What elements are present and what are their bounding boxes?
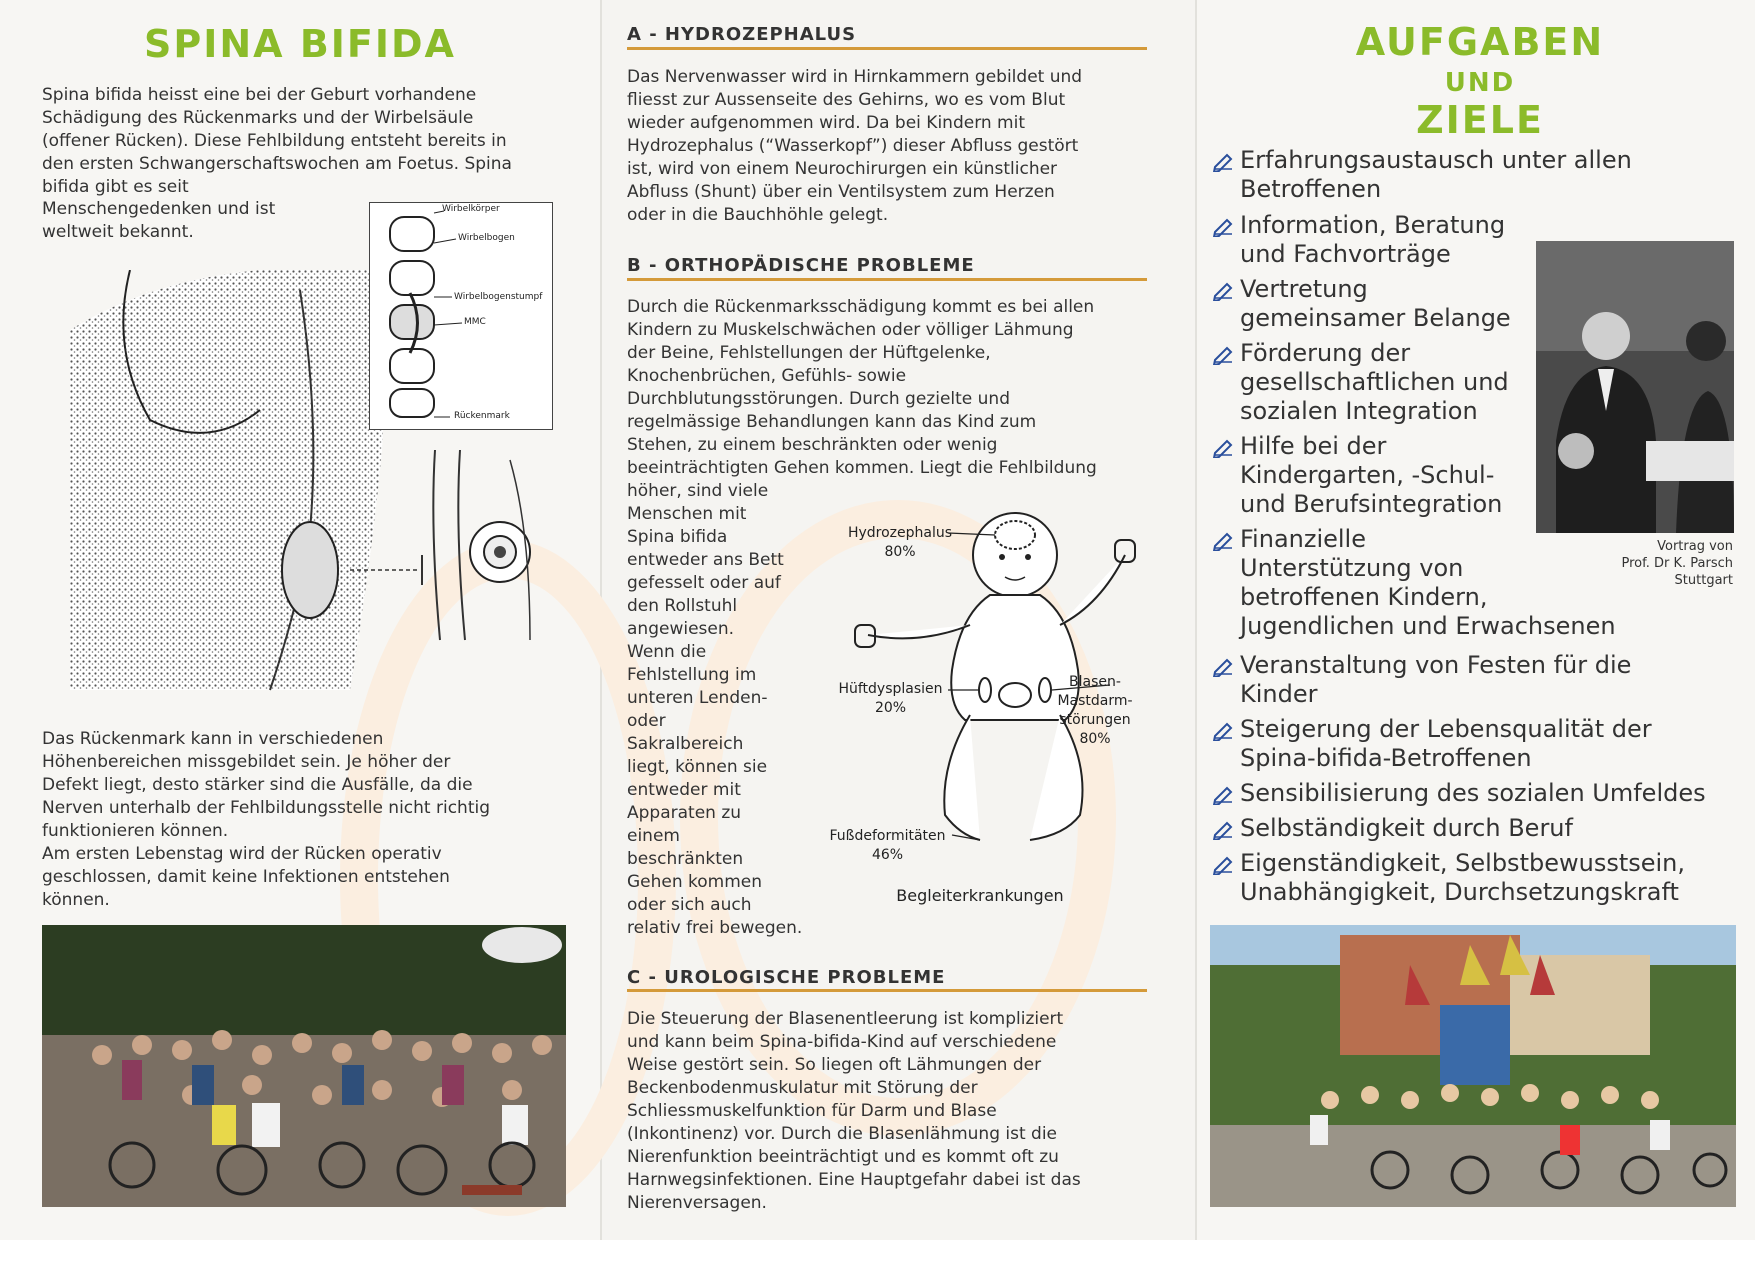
section-rule (627, 989, 1147, 992)
section-title-ziele: ZIELE (1416, 98, 1544, 142)
spinal-cord-paragraph: Das Rückenmark kann in verschiedenen Höhenbereichen missgebildet sein. Je höher der Defekt liegt, desto stärker sind die Ausfälle, da die Nerven unterhalb der Fehlbildungsstelle nicht richtig funktionieren können. Am ersten Lebenstag wird der Rücken operativ geschlossen, damit keine Infektionen entstehen können. (42, 729, 491, 910)
pencil-icon (1212, 719, 1234, 741)
pencil-icon (1212, 215, 1234, 237)
section-title-aufgaben: AUFGABEN (1355, 20, 1605, 64)
urologisch-paragraph: Die Steuerung der Blasenentleerung ist kompliziert und kann beim Spina-bifida-Kind auf verschiedene Weise gestört sein. So liegen oft Lähmungen der Beckenbodenmuskulatur mit Störung der Schliessmuskelfunktion für Darm und Blase (Inkontinenz) vor. Durch die Blasenlähmung ist die Nierenfunktion beeinträchtigt und es kommt oft zu Harnwegsinfektionen. Eine Hauptgefahr dabei ist das Nierenversagen. (627, 1009, 1081, 1213)
pencil-icon (1212, 436, 1234, 458)
group-photo-festival (1210, 925, 1736, 1207)
goal-item: Eigenständigkeit, Selbstbewusstsein, Unabhängigkeit, Durchsetzungskraft (1240, 849, 1686, 906)
page-title: SPINA BIFIDA (144, 22, 456, 66)
goal-item: Förderung der gesellschaftlichen und sozialen Integration (1240, 339, 1509, 425)
section-heading-hydrozephalus: A - HYDROZEPHALUS (627, 24, 857, 45)
group-photo-wheelchairs (42, 925, 566, 1207)
goal-item: Hilfe bei der Kindergarten, -Schul- und Berufsintegration (1240, 432, 1503, 518)
anatomy-label: Wirbelbogen (458, 233, 515, 243)
intro-paragraph: Spina bifida heisst eine bei der Geburt vorhandene Schädigung des Rückenmarks und der Wirbelsäule (offener Rücken). Diese Fehlbildung entsteht bereits in den ersten Schwangerschaftswochen am Foetus. Spina bifida gibt es seit (42, 85, 512, 197)
label-hydrozephalus: Hydrozephalus 80% (847, 525, 953, 560)
pencil-icon (1212, 279, 1234, 301)
section-heading-urologisch: C - UROLOGISCHE PROBLEME (627, 967, 946, 988)
pencil-icon (1212, 655, 1234, 677)
goal-item: Veranstaltung von Festen für die Kinder (1240, 651, 1632, 708)
orthopaedisch-paragraph: Durch die Rückenmarksschädigung kommt es bei allen Kindern zu Muskelschwächen oder völliger Lähmung der Beine, Fehlstellungen der Hüftgelenke, Knochenbrüchen, Gefühls- sowie Durchblutungsstörungen. Durch gezielte und regelmässige Behandlungen kann das Kind zum Stehen, zu einem beschränkten oder wenig beeinträchtigten Gehen kommen. Liegt die Fehlbildung (627, 297, 1097, 478)
label-hueftdysplasien: Hüftdysplasien 20% (838, 681, 943, 716)
portrait-photo-lecture (1536, 241, 1734, 533)
goal-item: Steigerung der Lebensqualität der Spina-bifida-Betroffenen (1240, 715, 1652, 772)
pencil-icon (1212, 783, 1234, 805)
fold-line-right (1195, 0, 1197, 1240)
anatomy-label: Wirbelbogenstumpf (454, 292, 543, 302)
diagram-caption: Begleiterkrankungen (896, 886, 1064, 905)
section-heading-orthopaedisch: B - ORTHOPÄDISCHE PROBLEME (627, 255, 975, 276)
goal-item: Vertretung gemeinsamer Belange (1240, 275, 1511, 332)
pencil-icon (1212, 529, 1234, 551)
photo-scene (1210, 925, 1736, 1207)
photo-scene (42, 925, 566, 1207)
anatomy-label: Wirbelkörper (442, 204, 500, 214)
pencil-icon (1212, 818, 1234, 840)
pencil-icon (1212, 150, 1234, 172)
label-blasen-mastdarm: Blasen- Mastdarm- störungen 80% (1057, 674, 1133, 747)
goal-item: Information, Beratung und Fachvorträge (1240, 211, 1506, 268)
goal-item: Sensibilisierung des sozialen Umfeldes (1240, 779, 1706, 807)
section-rule (627, 47, 1147, 50)
section-rule (627, 278, 1147, 281)
orthopaedisch-paragraph-column: höher, sind viele Menschen mit Spina bifida entweder ans Bett gefesselt oder auf den Rollstuhl angewiesen. Wenn die Fehlstellung im unteren Lenden- oder Sakralbereich liegt, können sie entweder mit Apparaten zu einem beschränkten Gehen kommen oder sich auch relativ frei bewegen. (627, 481, 803, 938)
hydrozephalus-paragraph: Das Nervenwasser wird in Hirnkammern gebildet und fliesst zur Aussenseite des Gehirns, wo es vom Blut wieder aufgenommen wird. Da bei Kindern mit Hydrozephalus (“Wasserkopf”) dieser Abfluss gestört ist, wird von einem Neurochirurgen ein künstlicher Abfluss (Shunt) über ein Ventilsystem zum Herzen oder in die Bauchhöhle gelegt. (627, 67, 1083, 225)
photo-caption: Vortrag von Prof. Dr K. Parsch Stuttgart (1621, 539, 1733, 588)
anatomy-label: MMC (464, 317, 486, 327)
anatomy-label: Rückenmark (454, 411, 510, 421)
goal-item: Finanzielle Unterstützung von betroffenen Kindern, Jugendlichen und Erwachsenen (1240, 525, 1616, 640)
goal-item: Selbständigkeit durch Beruf (1240, 814, 1573, 842)
goal-item: Erfahrungsaustausch unter allen Betroffenen (1240, 146, 1632, 203)
page-bottom-strip (0, 1240, 1755, 1275)
vertebra-diagram (369, 202, 553, 430)
intro-paragraph-end: Menschengedenken und ist weltweit bekannt. (42, 199, 276, 242)
pencil-icon (1212, 853, 1234, 875)
label-fussdeformitaeten: Fußdeformitäten 46% (829, 828, 946, 863)
pencil-icon (1212, 343, 1234, 365)
section-title-und: UND (1444, 68, 1516, 98)
photo-scene (1536, 241, 1734, 533)
